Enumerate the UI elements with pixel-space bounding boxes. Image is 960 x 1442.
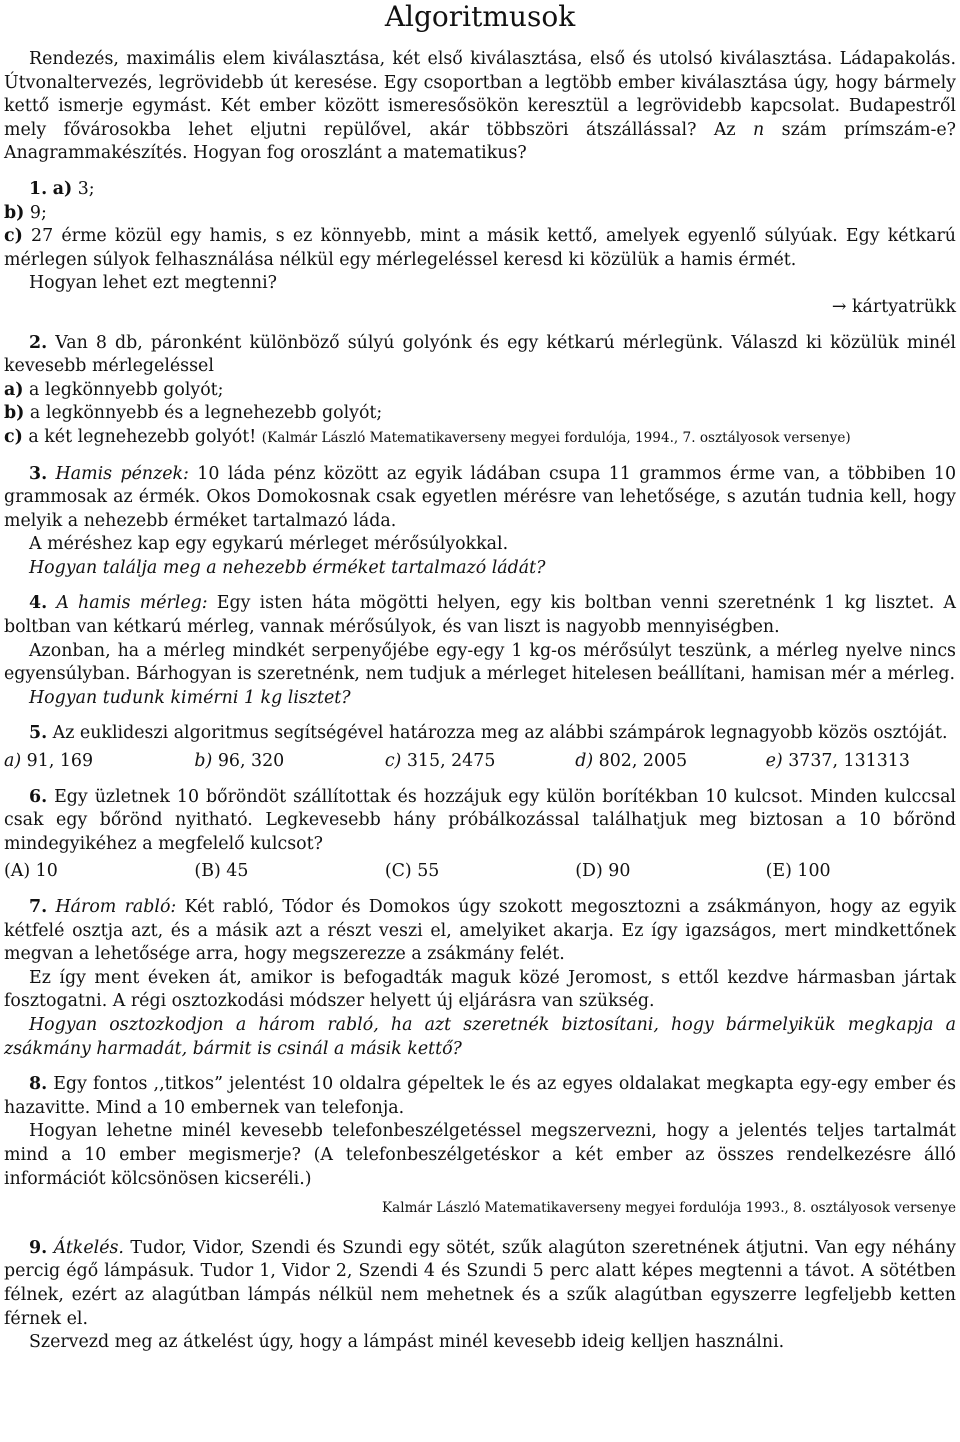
- problem-text: Egy isten háta mögötti helyen, egy kis boltban venni szeretnénk 1 kg lisztet. A boltban van kétkarú mérleg, vannak mérősúlyok, és van liszt is nagyobb mennyiségben.: [4, 593, 956, 638]
- item-text: a két legnehezebb golyót!: [22, 426, 262, 447]
- problem-text: Két rabló, Tódor és Domokos úgy szokott megosztozni a zsákmányon, hogy az egyik kétfelé osztja azt, és a másik azt a részt veszi el, amelyiket akarja. Ez így igazságos, mert mindkettőnek megvan a lehetősége arra, hogy megszerezze a zsákmány felét.: [4, 897, 956, 965]
- problem-3: [4, 463, 956, 534]
- problem-1-a: [4, 178, 956, 202]
- item-label: a): [4, 379, 24, 400]
- item-label: b): [4, 202, 25, 223]
- item-text: a legkönnyebb és a legnehezebb golyót;: [24, 403, 383, 424]
- item-label: c): [384, 751, 402, 772]
- problem-1-b: [4, 202, 956, 226]
- problem-text: Az euklideszi algoritmus segítségével határozza meg az alábbi számpárok legnagyobb közös osztóját.: [47, 723, 948, 744]
- item-label: e): [765, 751, 783, 772]
- problem-number: 5.: [29, 723, 48, 744]
- problem-6-options: [4, 860, 956, 884]
- problem-number: 6.: [29, 786, 48, 807]
- item-value: 3737, 131313: [782, 751, 910, 772]
- problem-2: [4, 332, 956, 379]
- problem-9: [4, 1237, 956, 1331]
- problem-number: 8.: [29, 1074, 48, 1095]
- problem-7: [4, 896, 956, 967]
- answer-option: (A) 10: [4, 861, 58, 882]
- item-value: 802, 2005: [593, 751, 688, 772]
- problem-number: 4.: [29, 593, 48, 614]
- problem-3-text2: A méréshez kap egy egykarú mérleget mérősúlyokkal.: [29, 534, 509, 555]
- problem-8-source: Kalmár László Matematikaverseny megyei fordulója 1993., 8. osztályosok versenye: [382, 1200, 956, 1217]
- answer-option: (E) 100: [765, 861, 831, 882]
- problem-title: A hamis mérleg:: [56, 593, 208, 614]
- problem-title: Átkelés.: [53, 1237, 124, 1258]
- item-label: b): [4, 403, 25, 424]
- item-value: 91, 169: [21, 751, 94, 772]
- problem-number: 2.: [29, 332, 48, 353]
- answer-item: [4, 750, 194, 774]
- problem-title: Három rabló:: [55, 897, 177, 917]
- problem-text: 10 láda pénz között az egyik ládában csupa 11 grammos érme van, a többiben 10 grammosak az érmék. Okos Domokosnak csak egyetlen mérésre van lehetősége, s azután tudnia kell, hogy melyik a nehezebb érméket tartalmazó láda.: [4, 463, 957, 531]
- item-label: a): [4, 751, 22, 772]
- problem-5-items: [4, 750, 956, 774]
- item-text: 27 érme közül egy hamis, s ez könnyebb, mint a másik kettő, amelyek egyenlő súlyúak. Egy kétkarú mérlegen súlyok felhasználása nélkül egy mérlegeléssel keresd ki közülük a hamis érmét.: [4, 226, 956, 270]
- problem-7-question: Hogyan osztozkodjon a három rabló, ha azt szeretnék biztosítani, hogy bármelyikük megkapja a zsákmány harmadát, bármit is csinál a másik kettő?: [4, 1014, 956, 1059]
- item-value: 315, 2475: [401, 751, 496, 772]
- page-title: Algoritmusok: [384, 0, 576, 33]
- problem-4-text2: Azonban, ha a mérleg mindkét serpenyőjébe egy-egy 1 kg-os mérősúlyt teszünk, a mérleg nyelve nincs egyensúlyban. Bárhogyan is szeretnénk, nem tudjuk a mérleget hitelesen beállítani, hamisan mér a mérleg.: [4, 640, 956, 685]
- item-value: 96, 320: [212, 751, 285, 772]
- problem-number: 7.: [29, 897, 48, 917]
- problem-number: 1.: [29, 178, 48, 199]
- source-note: (Kalmár László Matematikaverseny megyei fordulója, 1994., 7. osztályosok versenye): [261, 429, 851, 446]
- item-label: b): [194, 751, 213, 772]
- problem-9-text2: Szervezd meg az átkelést úgy, hogy a lámpást minél kevesebb ideig kelljen használni.: [29, 1332, 785, 1353]
- item-label: c): [4, 226, 23, 247]
- intro-variable: n: [753, 119, 765, 140]
- item-label: c): [4, 426, 23, 447]
- intro-text-end: szám prímszám-e? Anagrammakészítés. Hogyan fog oroszlánt a matematikus?: [4, 119, 956, 164]
- problem-text: Egy fontos ,,titkos” jelentést 10 oldalra gépeltek le és az egyes oldalakat megkapta egy-egy ember és hazavitte. Mind a 10 embernek van telefonja.: [4, 1074, 956, 1118]
- problem-1-hint: → kártyatrükk: [831, 296, 956, 317]
- answer-item: [766, 750, 956, 774]
- problem-7-text2: Ez így ment éveken át, amikor is befogadták maguk közé Jeromost, s ettől kezdve hármasban jártak fosztogatni. A régi osztozkodási módszer helyett új eljárásra van szükség.: [4, 967, 956, 1012]
- item-text: 9;: [24, 202, 47, 223]
- problem-3-question: Hogyan találja meg a nehezebb érméket tartalmazó ládát?: [29, 557, 546, 578]
- problem-number: 9.: [29, 1237, 48, 1258]
- item-text: 3;: [72, 178, 95, 199]
- problem-8: [4, 1073, 956, 1120]
- problem-2-b: [4, 402, 956, 426]
- intro-text: Rendezés, maximális elem kiválasztása, két első kiválasztása, első és utolsó kiválasztása. Ládapakolás. Útvonaltervezés, legrövidebb út keresése. Egy csoportban a legtöbb ember kiválasztása úgy, hogy bármely kettő ismerje egymást. Két ember között ismeresősökön keresztül a legrövidebb kapcsolat. Budapestről mely fővárosokba lehet eljutni repülővel, akár többszöri átszállással? Az: [4, 49, 956, 140]
- problem-4: [4, 592, 956, 639]
- problem-2-a: [4, 379, 956, 403]
- answer-item: [194, 750, 384, 774]
- problem-8-text2: Hogyan lehetne minél kevesebb telefonbeszélgetéssel megszervezni, hogy a jelentés teljes tartalmát mind a 10 ember megismerje? (A telefonbeszélgetéskor a két ember az összes rendelkezésre álló információt kölcsönösen kicseréli.): [4, 1121, 956, 1189]
- item-label: d): [575, 751, 594, 772]
- problem-5: [4, 722, 956, 746]
- answer-option: (B) 45: [194, 861, 249, 882]
- answer-option: (C) 55: [384, 861, 440, 882]
- problem-text: Egy üzletnek 10 bőröndöt szállítottak és hozzájuk egy külön borítékban 10 kulcsot. Minden kulccsal csak egy bőrönd nyitható. Legkevesebb hány próbálkozással találhatjuk meg biztosan a 10 bőrönd mindegyikéhez a megfelelő kulcsot?: [4, 786, 956, 854]
- problem-1-question: Hogyan lehet ezt megtenni?: [29, 273, 278, 294]
- item-label: a): [52, 178, 73, 199]
- problem-6: [4, 786, 956, 857]
- problem-4-question: Hogyan tudunk kimérni 1 kg lisztet?: [29, 687, 351, 708]
- problem-text: Tudor, Vidor, Szendi és Szundi egy sötét, szűk alagúton szeretnének átjutni. Van egy néhány percig égő lámpásuk. Tudor 1, Vidor 2, Szendi 4 és Szundi 5 perc alatt képes megtenni a távot. A sötétben félnek, ezért az alagútban lámpás nélkül nem mehetnek és a szűk alagútban egyszerre legfeljebb ketten férnek el.: [4, 1237, 956, 1329]
- answer-item: [575, 750, 765, 774]
- answer-option: (D) 90: [575, 861, 631, 882]
- problem-text: Van 8 db, páronként különböző súlyú golyónk és egy kétkarú mérlegünk. Válaszd ki közülük minél kevesebb mérlegeléssel: [4, 332, 956, 377]
- problem-1-c: [4, 225, 956, 272]
- item-text: a legkönnyebb golyót;: [23, 379, 224, 400]
- problem-title: Hamis pénzek:: [55, 463, 189, 484]
- intro-paragraph: [4, 48, 956, 166]
- problem-2-c: [4, 426, 956, 451]
- problem-number: 3.: [29, 463, 48, 484]
- answer-item: [385, 750, 575, 774]
